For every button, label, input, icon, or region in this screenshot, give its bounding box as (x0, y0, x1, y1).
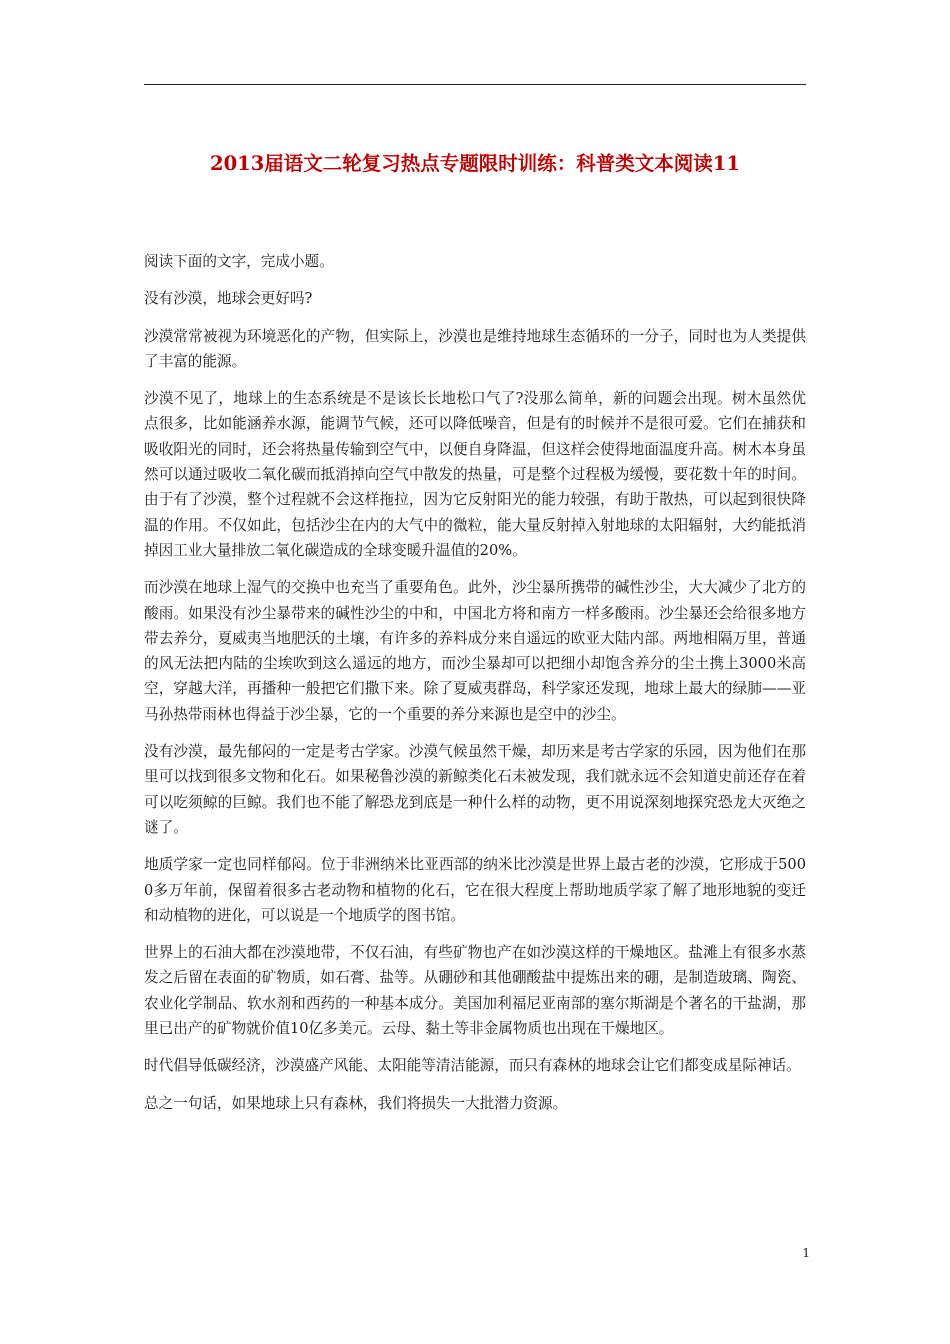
header-rule (144, 84, 806, 85)
page-number: 1 (802, 1246, 810, 1260)
paragraph: 世界上的石油大都在沙漠地带，不仅石油，有些矿物也产在如沙漠这样的干燥地区。盐滩上有很多水蒸发之后留在表面的矿物质，如石膏、盐等。从硼砂和其他硼酸盐中提炼出来的硼，是制造玻璃、陶瓷、农业化学制品、软水剂和西药的一种基本成分。美国加利福尼亚南部的塞尔斯湖是个著名的干盐湖，那里已出产的矿物就价值10亿多美元。云母、黏土等非金属物质也出现在干燥地区。 (144, 944, 806, 1038)
paragraph-conclusion: 总之一句话，如果地球上只有森林，我们将损失一大批潜力资源。 (144, 1094, 568, 1112)
paragraph: 没有沙漠，最先郁闷的一定是考古学家。沙漠气候虽然干燥，却历来是考古学家的乐园，因为他们在那里可以找到很多文物和化石。如果秘鲁沙漠的新鲸类化石未被发现，我们就永远不会知道史前还存在着可以吃须鲸的巨鲸。我们也不能了解恐龙到底是一种什么样的动物，更不用说深刻地探究恐龙大灭绝之谜了。 (144, 743, 806, 836)
paragraph: 而沙漠在地球上湿气的交换中也充当了重要角色。此外，沙尘暴所携带的碱性沙尘，大大减少了北方的酸雨。如果没有沙尘暴带来的碱性沙尘的中和，中国北方将和南方一样多酸雨。沙尘暴还会给很多地方带去养分，夏威夷当地肥沃的土壤，有许多的养料成分来自遥远的欧亚大陆内部。两地相隔万里，普通的风无法把内陆的尘埃吹到这么遥远的地方，而沙尘暴却可以把细小却饱含养分的尘土携上3000米高空，穿越大洋，再播种一般把它们撒下来。除了夏威夷群岛，科学家还发现，地球上最大的绿肺——亚马孙热带雨林也得益于沙尘暴，它的一个重要的养分来源也是空中的沙尘。 (144, 579, 806, 723)
paragraph-instruction: 阅读下面的文字，完成小题。 (144, 253, 334, 270)
document-body (144, 249, 806, 1128)
document-title: 2013届语文二轮复习热点专题限时训练：科普类文本阅读11 (210, 152, 740, 176)
paragraph: 沙漠不见了，地球上的生态系统是不是该长长地松口气了?没那么简单，新的问题会出现。树木虽然优点很多，比如能涵养水源，能调节气候，还可以降低噪音，但是有的时候并不是很可爱。它们在捕获和吸收阳光的同时，还会将热量传输到空气中，以便自身降温，但这样会使得地面温度升高。树木本身虽然可以通过吸收二氧化碳而抵消掉向空气中散发的热量，可是整个过程极为缓慢，要花数十年的时间。由于有了沙漠，整个过程就不会这样拖拉，因为它反射阳光的能力较强，有助于散热，可以起到很快降温的作用。不仅如此，包括沙尘在内的大气中的微粒，能大量反射掉入射地球的太阳辐射，大约能抵消掉因工业大量排放二氧化碳造成的全球变暖升温值的20%。 (144, 390, 806, 559)
paragraph: 沙漠常常被视为环境恶化的产物，但实际上，沙漠也是维持地球生态循环的一分子，同时也为人类提供了丰富的能源。 (144, 327, 806, 370)
paragraph-article-title: 没有沙漠，地球会更好吗? (144, 290, 313, 308)
paragraph: 地质学家一定也同样郁闷。位于非洲纳米比亚西部的纳米比沙漠是世界上最古老的沙漠，它形成于5000多万年前，保留着很多古老动物和植物的化石，它在很大程度上帮助地质学家了解了地形地貌的变迁和动植物的进化，可以说是一个地质学的图书馆。 (144, 856, 806, 924)
paragraph: 时代倡导低碳经济，沙漠盛产风能、太阳能等清洁能源，而只有森林的地球会让它们都变成星际神话。 (144, 1057, 801, 1075)
